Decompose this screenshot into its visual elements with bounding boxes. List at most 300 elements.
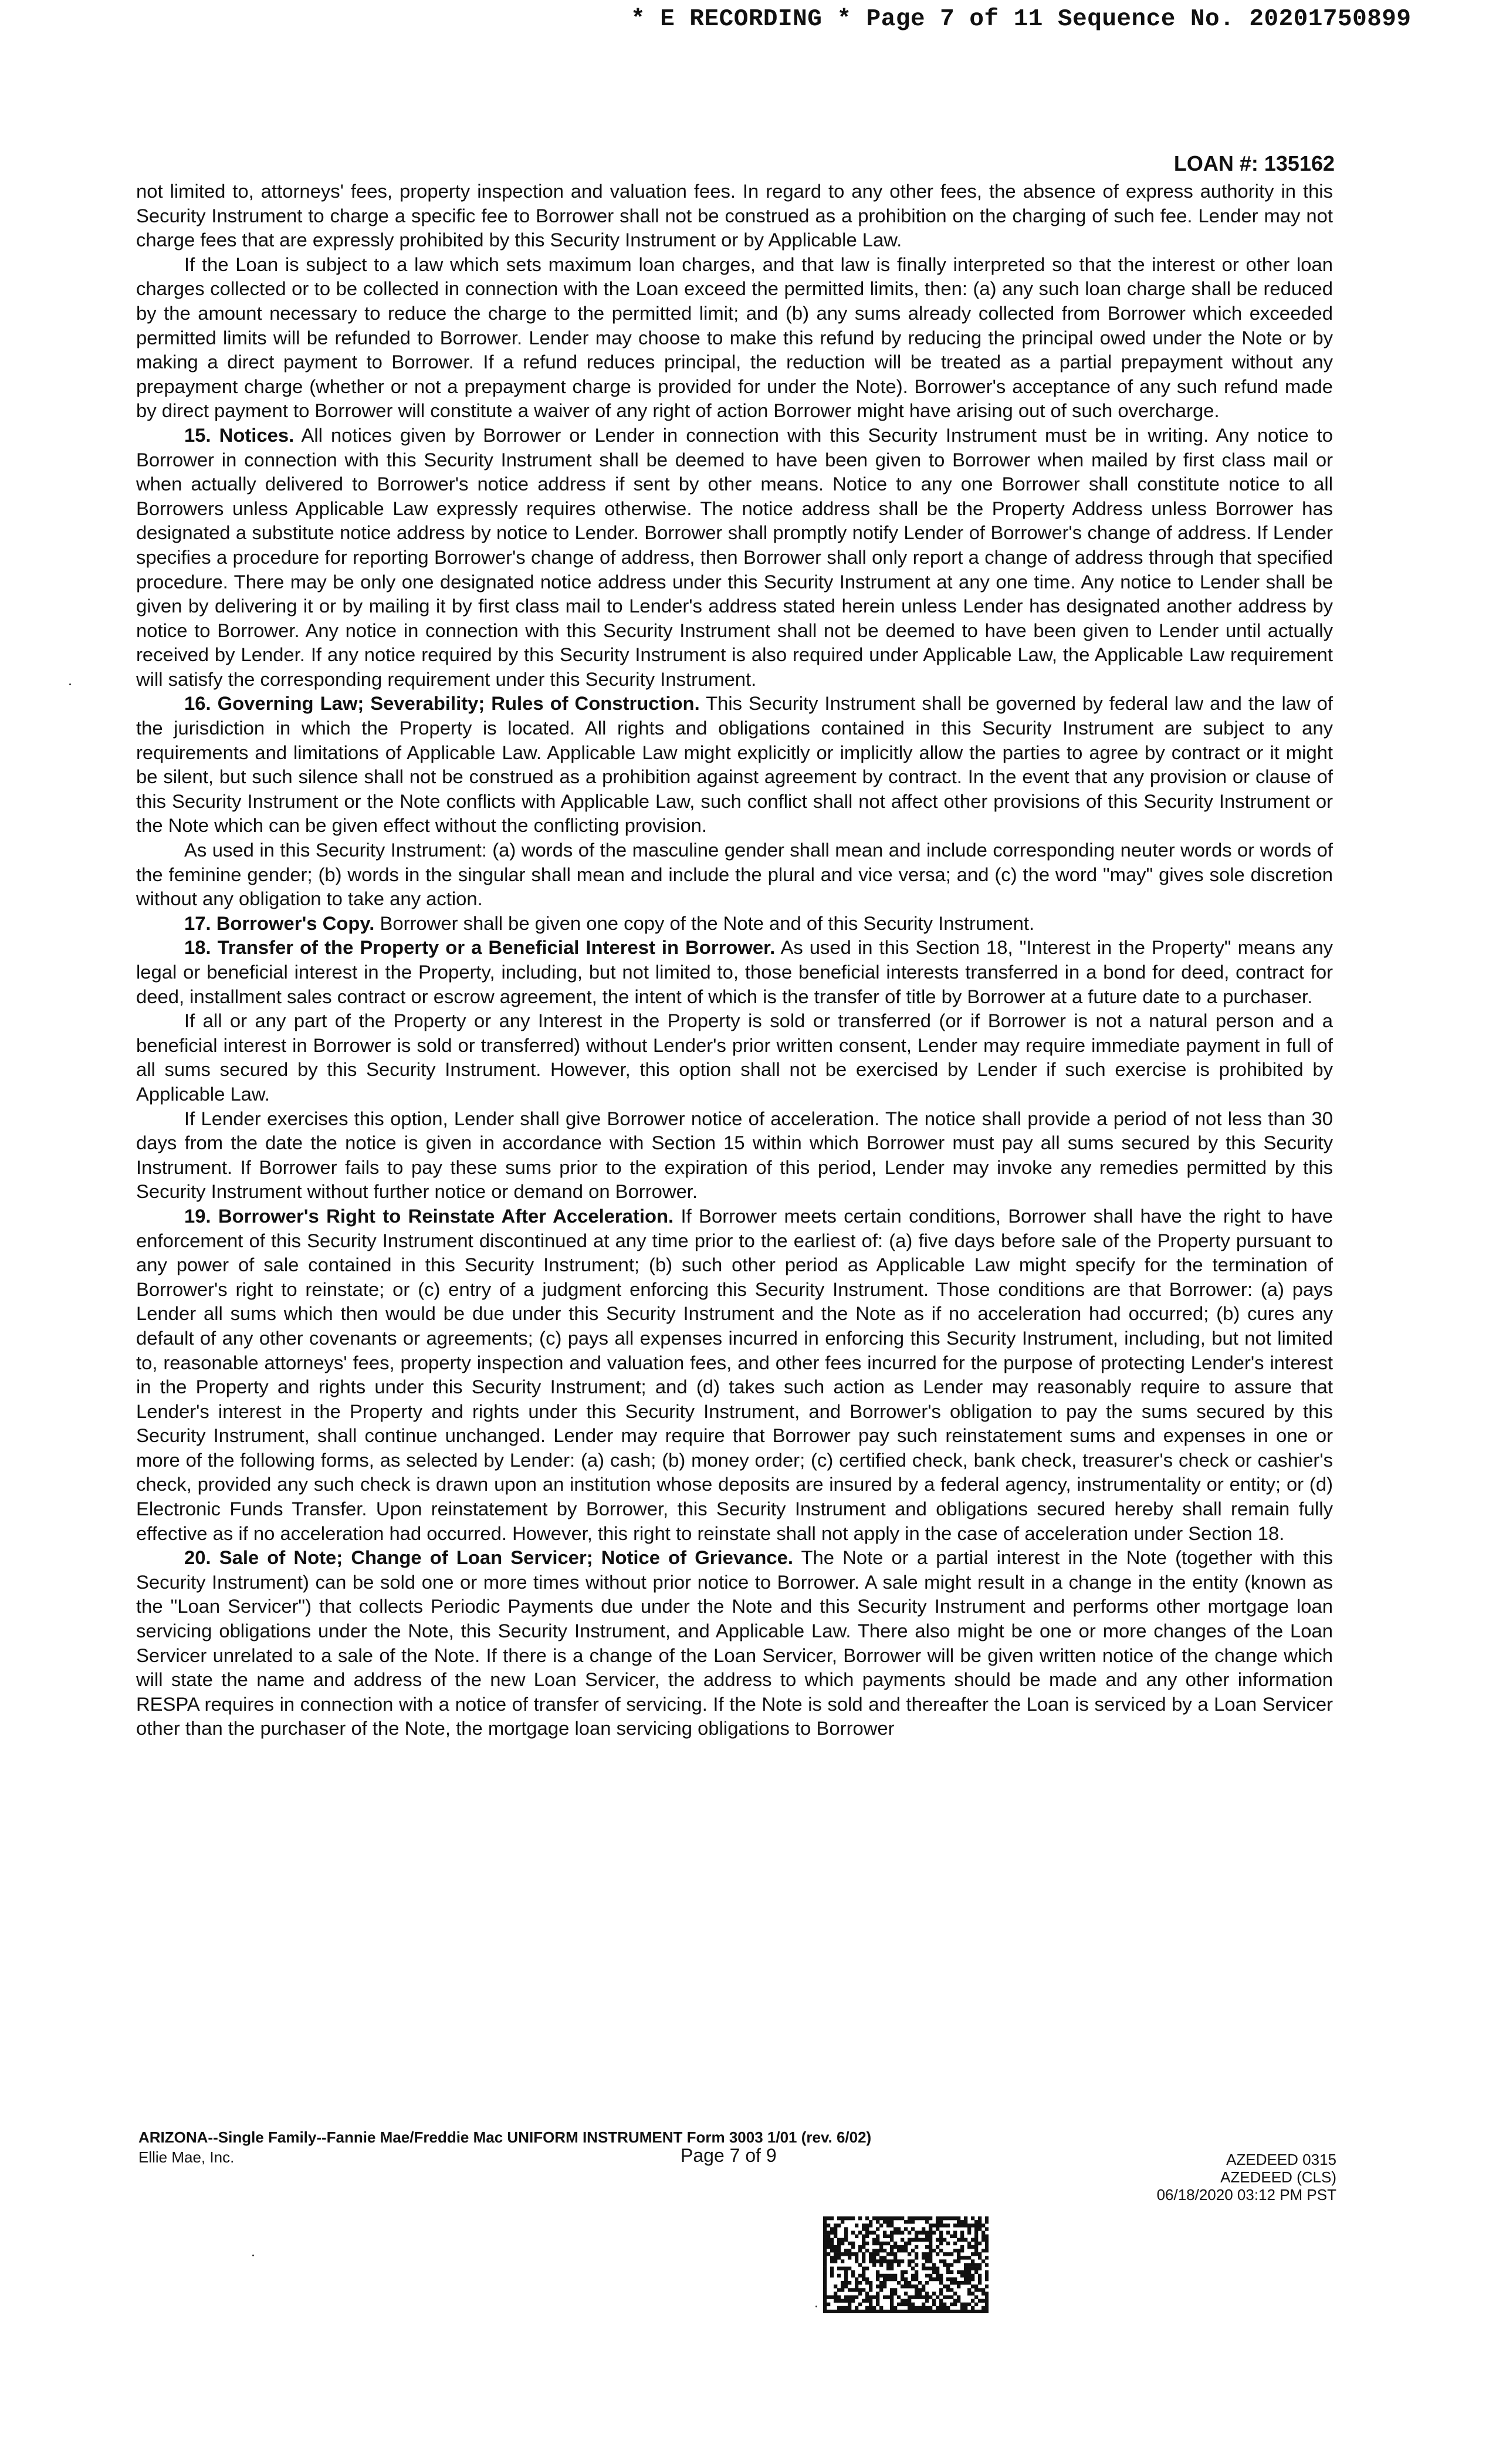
barcode-module — [911, 2238, 915, 2242]
barcode-module — [876, 2235, 879, 2238]
barcode-module — [841, 2288, 844, 2292]
barcode-module — [901, 2274, 904, 2277]
barcode-module — [851, 2310, 855, 2313]
barcode-module — [851, 2274, 855, 2277]
barcode-module — [823, 2231, 827, 2234]
barcode-module — [830, 2270, 834, 2274]
barcode-module — [981, 2306, 985, 2310]
body-text — [136, 179, 1333, 1741]
barcode-module — [869, 2259, 872, 2263]
barcode-module — [936, 2238, 939, 2242]
barcode-module — [858, 2249, 862, 2252]
paragraph-text: As used in this Security Instrument: (a) words of the masculine gender shall mean and include corresponding neuter words or words of the feminine gender; (b) words in the singular shall mean and include the plural and vice versa; and (c) the word "may" gives sole discretion without any obligation to take any action. — [136, 839, 1333, 910]
barcode-module — [978, 2227, 981, 2231]
barcode-module — [960, 2238, 964, 2242]
barcode-module — [915, 2288, 918, 2292]
barcode-module — [897, 2245, 901, 2249]
barcode-module — [851, 2242, 855, 2245]
barcode-module — [865, 2267, 869, 2270]
barcode-module — [837, 2274, 841, 2277]
barcode-module — [918, 2295, 922, 2299]
barcode-module — [827, 2231, 830, 2234]
barcode-module — [904, 2245, 908, 2249]
barcode-module — [985, 2306, 989, 2310]
barcode-module — [911, 2277, 915, 2281]
barcode-module — [974, 2235, 978, 2238]
barcode-module — [823, 2249, 827, 2252]
barcode-module — [837, 2256, 841, 2259]
barcode-module — [985, 2292, 989, 2295]
barcode-module — [925, 2306, 929, 2310]
barcode-module — [918, 2310, 922, 2313]
barcode-module — [925, 2299, 929, 2303]
barcode-module — [858, 2263, 862, 2266]
barcode-module — [922, 2252, 925, 2256]
barcode-module — [939, 2277, 943, 2281]
barcode-module — [971, 2299, 974, 2303]
barcode-module — [946, 2223, 950, 2227]
barcode-module — [978, 2267, 981, 2270]
barcode-module — [890, 2235, 893, 2238]
barcode-module — [823, 2310, 827, 2313]
barcode-module — [985, 2303, 989, 2306]
barcode-module — [897, 2249, 901, 2252]
barcode-module — [837, 2310, 841, 2313]
barcode-module — [827, 2235, 830, 2238]
barcode-module — [978, 2310, 981, 2313]
barcode-module — [936, 2270, 939, 2274]
barcode-module — [876, 2238, 879, 2242]
barcode-module — [974, 2242, 978, 2245]
barcode-module — [922, 2216, 925, 2220]
barcode-module — [869, 2306, 872, 2310]
barcode-module — [865, 2299, 869, 2303]
barcode-module — [971, 2216, 974, 2220]
barcode-module — [897, 2295, 901, 2299]
barcode-module — [908, 2310, 911, 2313]
barcode-module — [886, 2216, 890, 2220]
paragraph-text: not limited to, attorneys' fees, property inspection and valuation fees. In regard to any other fees, the absence of express authority in this Security Instrument to charge a specific fee to Borrower shall not be construed as a prohibition on the charging of such fee. Lender may not charge fees that are expressly prohibited by this Security Instrument or by Applicable Law. — [136, 180, 1333, 251]
barcode-module — [981, 2288, 985, 2292]
barcode-module — [893, 2256, 897, 2259]
barcode-module — [886, 2267, 890, 2270]
barcode-module — [827, 2310, 830, 2313]
barcode-module — [886, 2220, 890, 2223]
barcode-module — [848, 2216, 851, 2220]
barcode-module — [890, 2267, 893, 2270]
barcode-module — [985, 2274, 989, 2277]
barcode-module — [971, 2245, 974, 2249]
barcode-module — [848, 2249, 851, 2252]
barcode-module — [841, 2281, 844, 2284]
section-16 — [136, 691, 1333, 838]
barcode-module — [971, 2306, 974, 2310]
barcode-module — [915, 2231, 918, 2234]
barcode-module — [830, 2249, 834, 2252]
barcode-module — [890, 2249, 893, 2252]
paragraph-text: Borrower shall be given one copy of the Note and of this Security Instrument. — [380, 912, 1035, 934]
barcode-module — [946, 2242, 950, 2245]
barcode-module — [897, 2310, 901, 2313]
barcode-module — [823, 2242, 827, 2245]
barcode-module — [886, 2277, 890, 2281]
barcode-module — [883, 2310, 886, 2313]
barcode-module — [851, 2231, 855, 2234]
barcode-module — [827, 2252, 830, 2256]
barcode-module — [911, 2295, 915, 2299]
barcode-module — [858, 2310, 862, 2313]
barcode-module — [823, 2259, 827, 2263]
barcode-module — [967, 2288, 971, 2292]
barcode-module — [841, 2310, 844, 2313]
barcode-module — [865, 2310, 869, 2313]
barcode-module — [922, 2231, 925, 2234]
barcode-module — [915, 2263, 918, 2266]
barcode-module — [936, 2277, 939, 2281]
barcode-module — [837, 2267, 841, 2270]
barcode-module — [862, 2277, 865, 2281]
barcode-module — [890, 2216, 893, 2220]
barcode-module — [957, 2259, 960, 2263]
barcode-module — [908, 2284, 911, 2288]
barcode-module — [837, 2299, 841, 2303]
barcode-module — [967, 2231, 971, 2234]
barcode-module — [939, 2220, 943, 2223]
doc-code: AZEDEED 0315 — [1226, 2151, 1336, 2168]
barcode-module — [883, 2220, 886, 2223]
barcode-module — [946, 2295, 950, 2299]
barcode-module — [869, 2295, 872, 2299]
barcode-module — [890, 2292, 893, 2295]
barcode-module — [837, 2223, 841, 2227]
barcode-module — [901, 2284, 904, 2288]
barcode-module — [981, 2292, 985, 2295]
barcode-module — [883, 2242, 886, 2245]
barcode-module — [929, 2249, 932, 2252]
barcode-module — [827, 2295, 830, 2299]
barcode-module — [932, 2299, 936, 2303]
barcode-module — [964, 2267, 967, 2270]
barcode-module — [960, 2220, 964, 2223]
barcode-module — [862, 2227, 865, 2231]
barcode-module — [915, 2277, 918, 2281]
barcode-module — [872, 2259, 876, 2263]
barcode-module — [851, 2288, 855, 2292]
barcode-module — [964, 2216, 967, 2220]
barcode-module — [904, 2227, 908, 2231]
barcode-module — [855, 2223, 858, 2227]
barcode-module — [837, 2252, 841, 2256]
barcode-module — [858, 2231, 862, 2234]
barcode-module — [869, 2252, 872, 2256]
barcode-module — [869, 2288, 872, 2292]
barcode-module — [872, 2242, 876, 2245]
barcode-module — [830, 2259, 834, 2263]
barcode-module — [932, 2310, 936, 2313]
barcode-module — [869, 2223, 872, 2227]
barcode-module — [830, 2256, 834, 2259]
barcode-module — [943, 2306, 946, 2310]
barcode-module — [858, 2288, 862, 2292]
barcode-module — [901, 2231, 904, 2234]
barcode-module — [876, 2270, 879, 2274]
barcode-module — [830, 2267, 834, 2270]
barcode-module — [827, 2245, 830, 2249]
barcode-module — [925, 2292, 929, 2295]
barcode-module — [960, 2231, 964, 2234]
footer-form-line: ARIZONA--Single Family--Fannie Mae/Freddie Mac UNIFORM INSTRUMENT Form 3003 1/01 (rev. 6/02) — [138, 2128, 872, 2146]
barcode-module — [974, 2238, 978, 2242]
barcode-module — [971, 2277, 974, 2281]
barcode-module — [862, 2259, 865, 2263]
barcode-module — [925, 2252, 929, 2256]
scan-speck — [69, 683, 71, 685]
barcode-module — [932, 2303, 936, 2306]
barcode-module — [967, 2263, 971, 2266]
barcode-module — [953, 2310, 957, 2313]
barcode-module — [893, 2242, 897, 2245]
barcode-module — [904, 2292, 908, 2295]
barcode-module — [844, 2270, 848, 2274]
barcode-module — [886, 2310, 890, 2313]
barcode-module — [911, 2306, 915, 2310]
barcode-module — [967, 2256, 971, 2259]
barcode-module — [964, 2306, 967, 2310]
paragraph — [136, 1106, 1333, 1204]
barcode-module — [823, 2238, 827, 2242]
barcode-module — [960, 2245, 964, 2249]
barcode-module — [886, 2259, 890, 2263]
barcode-module — [841, 2259, 844, 2263]
barcode-module — [823, 2220, 827, 2223]
barcode-module — [929, 2277, 932, 2281]
barcode-module — [844, 2277, 848, 2281]
barcode-module — [844, 2299, 848, 2303]
barcode-module — [865, 2216, 869, 2220]
barcode-module — [953, 2223, 957, 2227]
barcode-module — [890, 2252, 893, 2256]
barcode-module — [904, 2299, 908, 2303]
barcode-module — [865, 2281, 869, 2284]
section-20 — [136, 1545, 1333, 1741]
barcode-module — [848, 2288, 851, 2292]
barcode-module — [936, 2267, 939, 2270]
paragraph-text: If the Loan is subject to a law which sets maximum loan charges, and that law is finally interpreted so that the interest or other loan charges collected or to be collected in connection with the Loan exceed the permitted limits, then: (a) any such loan charge shall be reduced by the amount necessary to reduce the charge to the permitted limit; and (b) any sums already collected from Borrower which exceeded permitted limits will be refunded to Borrower. Lender may choose to make this refund by reducing the principal owed under the Note or by making a direct payment to Borrower. If a refund reduces principal, the reduction will be treated as a partial prepayment without any prepayment charge (whether or not a prepayment charge is provided for under the Note). Borrower's acceptance of any such refund made by direct payment to Borrower will constitute a waiver of any right of action Borrower might have arising out of such overcharge. — [136, 253, 1333, 422]
section-17 — [136, 911, 1333, 936]
barcode-module — [879, 2216, 883, 2220]
barcode-module — [960, 2223, 964, 2227]
barcode-module — [865, 2231, 869, 2234]
barcode-module — [967, 2274, 971, 2277]
barcode-module — [939, 2303, 943, 2306]
loan-number: LOAN #: 135162 — [1173, 151, 1335, 175]
barcode-module — [827, 2216, 830, 2220]
barcode-module — [837, 2245, 841, 2249]
barcode-module — [823, 2263, 827, 2266]
barcode-module — [964, 2277, 967, 2281]
barcode-module — [985, 2310, 989, 2313]
barcode-module — [890, 2274, 893, 2277]
barcode-module — [911, 2249, 915, 2252]
barcode-module — [841, 2299, 844, 2303]
barcode-module — [974, 2245, 978, 2249]
barcode-module — [862, 2245, 865, 2249]
barcode-module — [911, 2284, 915, 2288]
barcode-module — [950, 2288, 953, 2292]
barcode-module — [851, 2245, 855, 2249]
barcode-module — [957, 2299, 960, 2303]
barcode-module — [981, 2249, 985, 2252]
paragraph-text: All notices given by Borrower or Lender in connection with this Security Instrument must be in writing. Any notice to Borrower in connection with this Security Instrument shall be deemed to have been given to Borrower when mailed by first class mail or when actually delivered to Borrower's notice address if sent by other means. Notice to any one Borrower shall constitute notice to all Borrowers unless Applicable Law expressly requires otherwise. The notice address shall be the Property Address unless Borrower has designated a substitute notice address by notice to Lender. Borrower shall promptly notify Lender of Borrower's change of address. If Lender specifies a procedure for reporting Borrower's change of address, then Borrower shall only report a change of address through that specified procedure. There may be only one designated notice address under this Security Instrument at any one time. Any notice to Lender shall be given by delivering it or by mailing it by first class mail to Lender's address stated herein unless Lender has designated another address by notice to Borrower. Any notice in connection with this Security Instrument shall not be deemed to have been given to Lender until actually received by Lender. If any notice required by this Security Instrument is also required under Applicable Law, the Applicable Law requirement will satisfy the corresponding requirement under this Security Instrument. — [136, 424, 1333, 690]
barcode-module — [904, 2270, 908, 2274]
barcode-module — [893, 2252, 897, 2256]
barcode-module — [943, 2216, 946, 2220]
barcode-module — [960, 2274, 964, 2277]
barcode-module — [925, 2295, 929, 2299]
barcode-module — [823, 2299, 827, 2303]
barcode-module — [837, 2295, 841, 2299]
barcode-module — [960, 2303, 964, 2306]
barcode-module — [886, 2252, 890, 2256]
barcode-module — [893, 2292, 897, 2295]
barcode-module — [841, 2267, 844, 2270]
barcode-module — [974, 2223, 978, 2227]
barcode-module — [823, 2252, 827, 2256]
barcode-module — [890, 2220, 893, 2223]
barcode-module — [901, 2249, 904, 2252]
barcode-module — [967, 2292, 971, 2295]
barcode-module — [936, 2252, 939, 2256]
barcode-module — [841, 2216, 844, 2220]
barcode-module — [879, 2284, 883, 2288]
barcode-module — [932, 2231, 936, 2234]
barcode-module — [897, 2231, 901, 2234]
barcode-module — [844, 2252, 848, 2256]
barcode-module — [879, 2281, 883, 2284]
barcode-module — [823, 2267, 827, 2270]
barcode-module — [978, 2256, 981, 2259]
barcode-module — [893, 2306, 897, 2310]
barcode-module — [876, 2216, 879, 2220]
barcode-module — [876, 2277, 879, 2281]
barcode-module — [981, 2231, 985, 2234]
barcode-module — [946, 2216, 950, 2220]
barcode-module — [953, 2216, 957, 2220]
barcode-module — [883, 2235, 886, 2238]
barcode-module — [929, 2238, 932, 2242]
barcode-module — [985, 2238, 989, 2242]
barcode-module — [967, 2267, 971, 2270]
barcode-module — [978, 2277, 981, 2281]
barcode-module — [879, 2263, 883, 2266]
barcode-module — [967, 2223, 971, 2227]
barcode-module — [929, 2306, 932, 2310]
barcode-module — [848, 2267, 851, 2270]
barcode-module — [879, 2259, 883, 2263]
barcode-module — [901, 2270, 904, 2274]
barcode-module — [904, 2220, 908, 2223]
barcode-module — [893, 2231, 897, 2234]
section-heading: 15. Notices. — [184, 424, 295, 446]
barcode-module — [837, 2238, 841, 2242]
barcode-module — [971, 2263, 974, 2266]
barcode-module — [823, 2270, 827, 2274]
barcode-module — [886, 2242, 890, 2245]
barcode-module — [830, 2231, 834, 2234]
barcode-module — [844, 2306, 848, 2310]
barcode-module — [834, 2259, 837, 2263]
barcode-module — [971, 2259, 974, 2263]
barcode-module — [827, 2242, 830, 2245]
paragraph-text: If Borrower meets certain conditions, Borrower shall have the right to have enforcement of this Security Instrument discontinued at any time prior to the earliest of: (a) five days before sale of the Property pursuant to any power of sale contained in this Security Instrument; (b) such other period as Applicable Law might specify for the termination of Borrower's right to reinstate; or (c) entry of a judgment enforcing this Security Instrument. Those conditions are that Borrower: (a) pays Lender all sums which then would be due under this Security Instrument and the Note as if no acceleration had occurred; (b) cures any default of any other covenants or agreements; (c) pays all expenses incurred in enforcing this Security Instrument, including, but not limited to, reasonable attorneys' fees, property inspection and valuation fees, and other fees incurred for the purpose of protecting Lender's interest in the Property and rights under this Security Instrument; and (d) takes such action as Lender may reasonably require to assure that Lender's interest in the Property and rights under this Security Instrument, and Borrower's obligation to pay the sums secured by this Security Instrument, shall continue unchanged. Lender may require that Borrower pay such reinstatement sums and expenses in one or more of the following forms, as selected by Lender: (a) cash; (b) money order; (c) certified check, bank check, treasurer's check or cashier's check, provided any such check is drawn upon an institution whose deposits are insured by a federal agency, instrumentality or entity; or (d) Electronic Funds Transfer. Upon reinstatement by Borrower, this Security Instrument and obligations secured hereby shall remain fully effective as if no acceleration had occurred. However, this right to reinstate shall not apply in the case of acceleration under Section 18. — [136, 1204, 1333, 1544]
barcode-module — [978, 2299, 981, 2303]
barcode-module — [929, 2274, 932, 2277]
barcode-module — [834, 2227, 837, 2231]
barcode-module — [851, 2299, 855, 2303]
barcode-module — [918, 2281, 922, 2284]
barcode-module — [908, 2263, 911, 2266]
barcode-module — [865, 2306, 869, 2310]
barcode-module — [932, 2270, 936, 2274]
barcode-module — [823, 2256, 827, 2259]
barcode-module — [876, 2284, 879, 2288]
barcode-module — [848, 2281, 851, 2284]
barcode-module — [978, 2288, 981, 2292]
barcode-module — [890, 2231, 893, 2234]
barcode-module — [876, 2249, 879, 2252]
barcode-module — [830, 2310, 834, 2313]
barcode-module — [971, 2223, 974, 2227]
barcode-module — [967, 2242, 971, 2245]
barcode-module — [837, 2306, 841, 2310]
barcode-module — [939, 2299, 943, 2303]
barcode-module — [862, 2288, 865, 2292]
barcode-module — [897, 2263, 901, 2266]
barcode-module — [879, 2249, 883, 2252]
barcode-module — [960, 2270, 964, 2274]
barcode-module — [971, 2274, 974, 2277]
barcode-module — [879, 2288, 883, 2292]
barcode-module — [957, 2281, 960, 2284]
barcode-module — [872, 2252, 876, 2256]
barcode-module — [971, 2292, 974, 2295]
barcode-module — [950, 2277, 953, 2281]
barcode-module — [844, 2227, 848, 2231]
barcode-module — [939, 2292, 943, 2295]
barcode-module — [851, 2270, 855, 2274]
barcode-module — [929, 2252, 932, 2256]
barcode-module — [918, 2231, 922, 2234]
barcode-module — [879, 2245, 883, 2249]
barcode-module — [918, 2238, 922, 2242]
barcode-module — [939, 2235, 943, 2238]
paragraph — [136, 179, 1333, 252]
barcode-module — [823, 2235, 827, 2238]
barcode-module — [922, 2267, 925, 2270]
barcode-module — [823, 2277, 827, 2281]
barcode-module — [957, 2252, 960, 2256]
barcode-module — [901, 2216, 904, 2220]
barcode-module — [851, 2252, 855, 2256]
barcode-module — [971, 2252, 974, 2256]
barcode-module — [904, 2281, 908, 2284]
barcode-module — [964, 2263, 967, 2266]
barcode-module — [834, 2256, 837, 2259]
barcode-module — [855, 2281, 858, 2284]
barcode-module — [883, 2231, 886, 2234]
barcode-module — [915, 2270, 918, 2274]
barcode-module — [939, 2310, 943, 2313]
